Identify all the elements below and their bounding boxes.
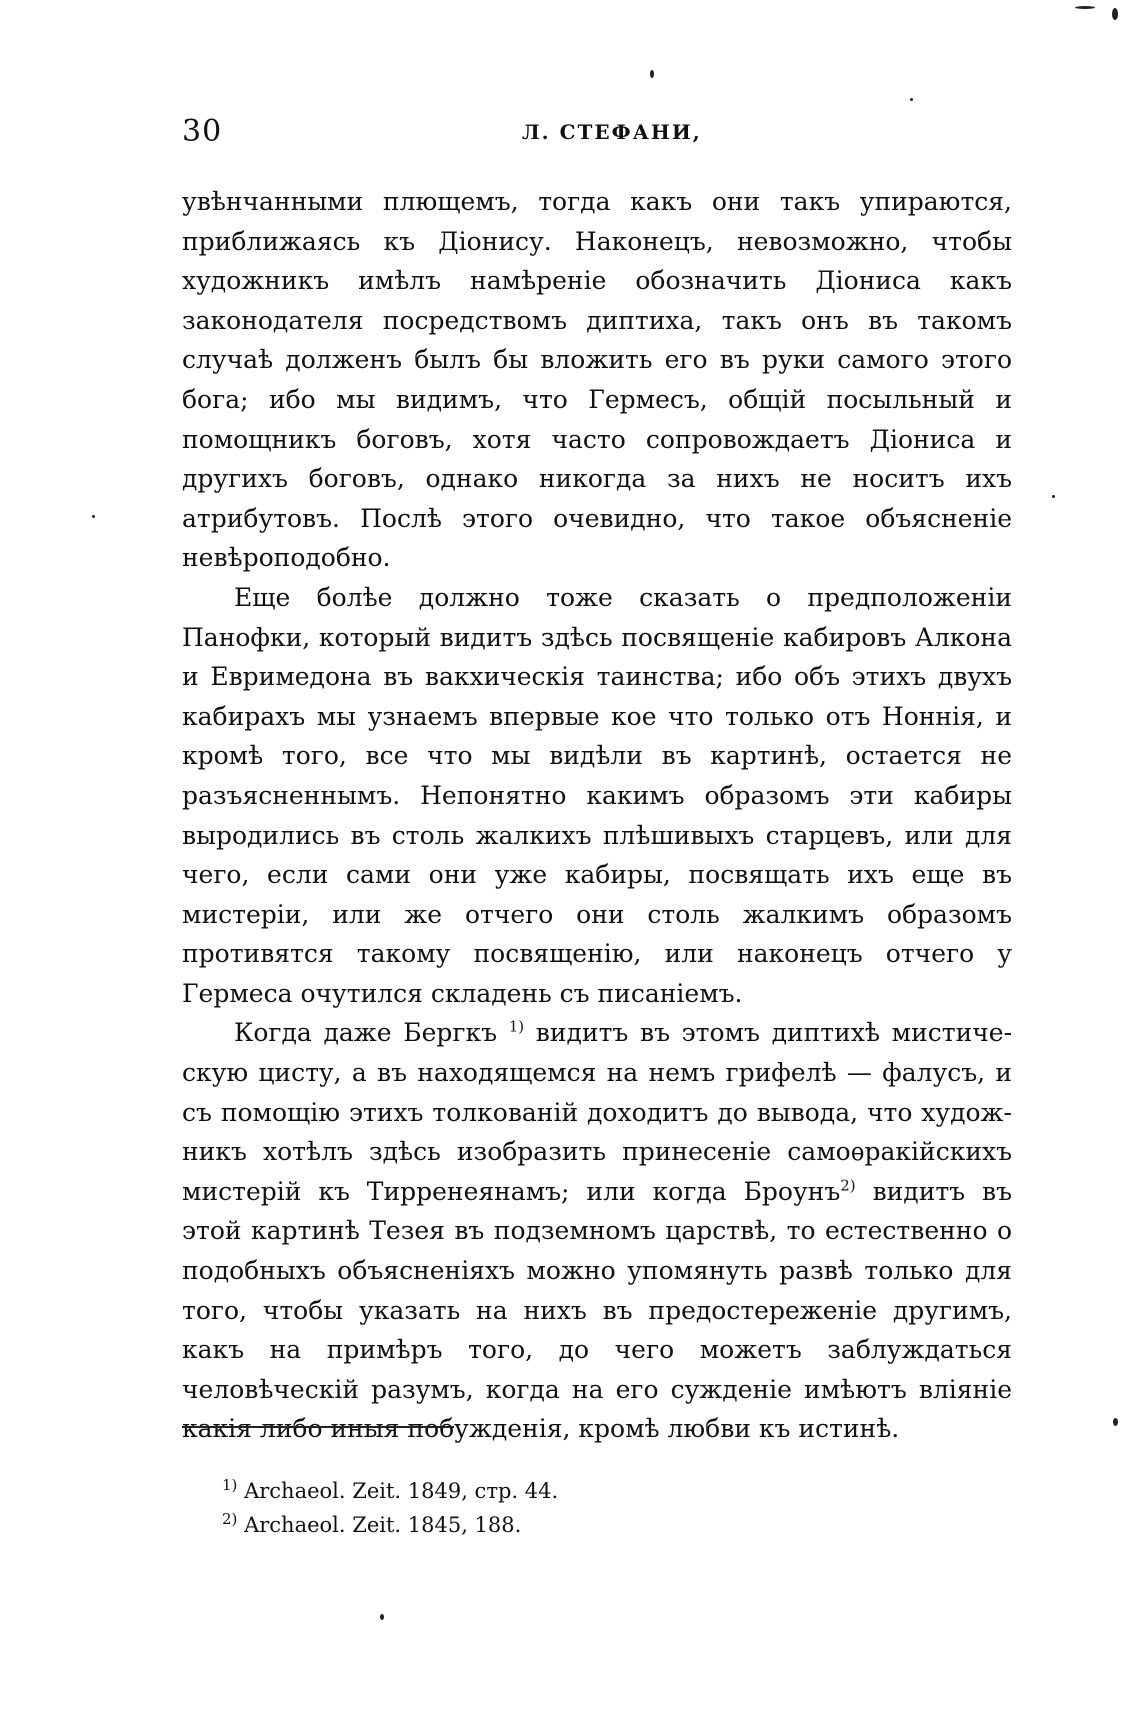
paragraph-3 — [182, 1013, 1012, 1449]
scan-speck — [1075, 6, 1095, 9]
footnote-marker: 2) — [222, 1510, 238, 1528]
body-text — [182, 182, 1012, 1449]
scan-speck — [1052, 495, 1055, 498]
footnote-marker: 1) — [222, 1476, 238, 1494]
scan-speck — [1112, 8, 1118, 20]
scan-speck — [380, 1614, 384, 1620]
paragraph-2: Еще болѣе должно тоже сказать о предположеніи Панофки, который видитъ здѣсь посвященіе кабировъ Алкона и Евримедона въ вакхическія таинства; ибо объ этихъ двухъ кабирахъ мы узнаемъ впервые кое что только отъ Ноннія, и кромѣ того, все что мы видѣли въ картинѣ, остается не разъясненнымъ. Непонятно какимъ образомъ эти кабиры выродились въ столь жалкихъ плѣшивыхъ старцевъ, или для чего, если сами они уже кабиры, посвящать ихъ еще въ мистеріи, или же отчего они столь жалкимъ образомъ противятся такому посвященію, или наконецъ отчего у Гермеса очутился складень съ писаніемъ. — [182, 582, 1012, 1008]
paragraph-1: увѣнчанными плющемъ, тогда какъ они такъ упираются, приближаясь къ Діонису. Наконецъ, невозможно, чтобы художникъ имѣлъ намѣреніе обозначить Діониса какъ законодателя посредствомъ диптиха, такъ онъ въ такомъ случаѣ долженъ былъ бы вложить его въ руки самого этого бога; ибо мы видимъ, что Гермесъ, общій посыльный и помощникъ боговъ, хотя часто сопровождаетъ Діониса и другихъ боговъ, однако никогда за нихъ не носитъ ихъ атрибутовъ. Послѣ этого очевидно, что такое объясненіе невѣроподобно. — [182, 187, 1012, 573]
footnotes — [222, 1474, 822, 1542]
paragraph-3-part-2: видитъ въ этомъ диптихѣ мистическую цисту, а въ находящемся на немъ грифелѣ — фалусъ, и съ помощію этихъ толкованій доходитъ до вывода, что художникъ хотѣлъ здѣсь изобразить принесеніе самоѳракійскихъ мистерій къ Тирренеянамъ; или когда Броунъ — [182, 1018, 1013, 1206]
footnote-divider — [182, 1426, 454, 1428]
footnote-1 — [222, 1474, 822, 1508]
footnote-ref-1: 1) — [508, 1018, 525, 1037]
scan-speck — [910, 98, 913, 101]
running-head — [182, 114, 1012, 154]
scan-speck — [92, 515, 95, 518]
page-number: 30 — [182, 114, 223, 149]
scan-speck — [1113, 1418, 1118, 1426]
paragraph-3-part-1: Когда даже Бергкъ — [234, 1018, 509, 1048]
paragraph-3-part-3: видитъ въ этой картинѣ Тезея въ подземномъ царствѣ, то естественно о подобныхъ объясненіяхъ можно упомянуть развѣ только для того, чтобы указать на нихъ въ предостереженіе другимъ, какъ на примѣръ того, до чего можетъ заблуждаться человѣческій разумъ, когда на его сужденіе имѣютъ вліяніе какія либо иныя побужденія, кромѣ любви къ истинѣ. — [182, 1176, 1012, 1444]
footnote-text: Archaeol. Zeit. 1849, стр. 44. — [244, 1479, 559, 1503]
scan-speck — [650, 70, 654, 78]
footnote-2 — [222, 1508, 822, 1542]
footnote-ref-2: 2) — [840, 1176, 856, 1195]
running-head-title: Л. СТЕФАНИ, — [522, 120, 702, 144]
footnote-text: Archaeol. Zeit. 1845, 188. — [244, 1513, 522, 1537]
